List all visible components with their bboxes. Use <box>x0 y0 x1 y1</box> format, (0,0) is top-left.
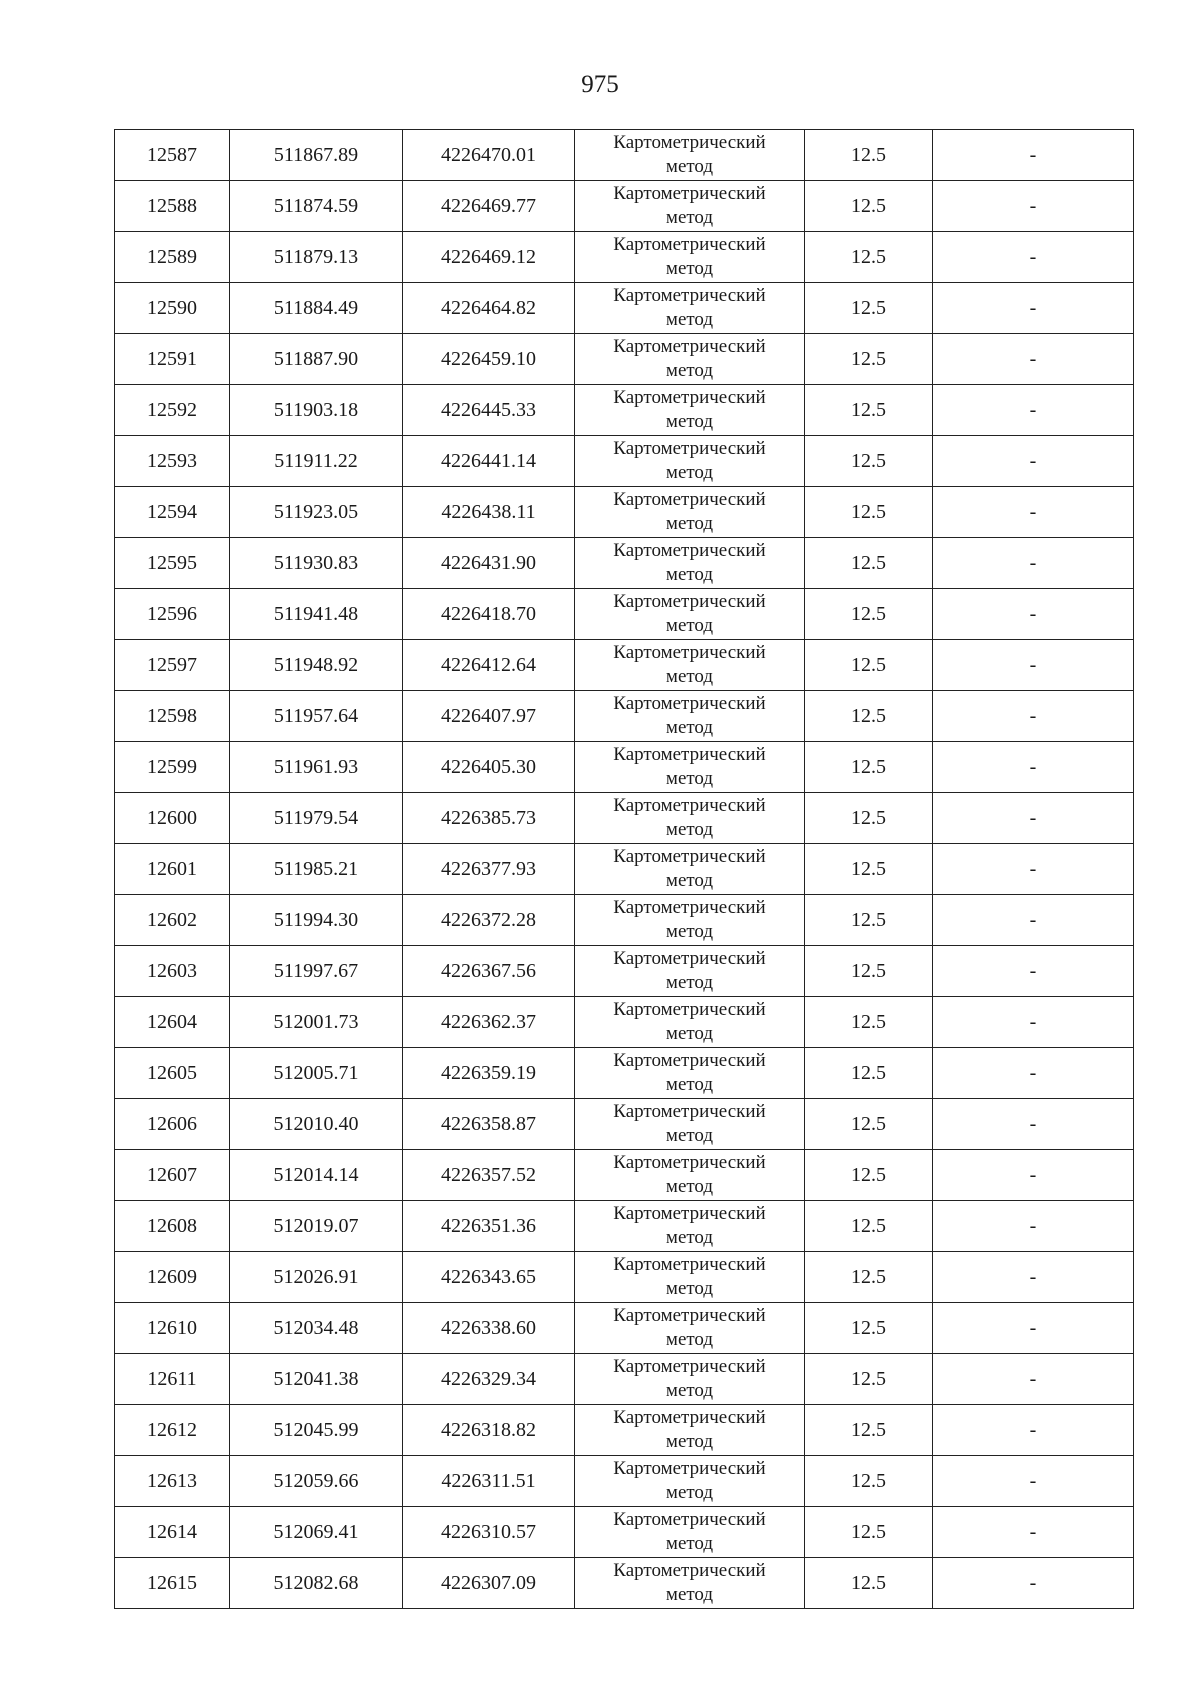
method-label-line1: Картометрический <box>613 132 766 153</box>
table-row <box>115 1558 1134 1609</box>
point-id-cell: 12597 <box>115 640 230 691</box>
accuracy-cell: 12.5 <box>805 589 933 640</box>
point-id-cell: 12601 <box>115 844 230 895</box>
note-cell: - <box>933 130 1134 181</box>
method-cell <box>575 1507 805 1558</box>
method-label-line1: Картометрический <box>613 693 766 714</box>
table-row <box>115 793 1134 844</box>
point-id-cell: 12588 <box>115 181 230 232</box>
note-cell: - <box>933 232 1134 283</box>
method-label-line1: Картометрический <box>613 1254 766 1275</box>
x-coordinate-cell: 511911.22 <box>230 436 403 487</box>
x-coordinate-cell: 511923.05 <box>230 487 403 538</box>
accuracy-cell: 12.5 <box>805 181 933 232</box>
note-cell: - <box>933 1456 1134 1507</box>
method-label-line1: Картометрический <box>613 897 766 918</box>
table-row <box>115 385 1134 436</box>
y-coordinate-cell: 4226362.37 <box>403 997 575 1048</box>
accuracy-cell: 12.5 <box>805 283 933 334</box>
accuracy-cell: 12.5 <box>805 1252 933 1303</box>
method-label-line2: метод <box>665 1227 714 1248</box>
method-cell <box>575 997 805 1048</box>
method-label-line2: метод <box>665 768 714 789</box>
method-label-line2: метод <box>665 258 714 279</box>
note-cell: - <box>933 997 1134 1048</box>
method-cell <box>575 1099 805 1150</box>
point-id-cell: 12614 <box>115 1507 230 1558</box>
point-id-cell: 12600 <box>115 793 230 844</box>
method-label-line1: Картометрический <box>613 999 766 1020</box>
accuracy-cell: 12.5 <box>805 1150 933 1201</box>
method-cell <box>575 1558 805 1609</box>
table-row <box>115 283 1134 334</box>
point-id-cell: 12589 <box>115 232 230 283</box>
x-coordinate-cell: 512041.38 <box>230 1354 403 1405</box>
y-coordinate-cell: 4226307.09 <box>403 1558 575 1609</box>
y-coordinate-cell: 4226372.28 <box>403 895 575 946</box>
point-id-cell: 12598 <box>115 691 230 742</box>
accuracy-cell: 12.5 <box>805 1303 933 1354</box>
note-cell: - <box>933 334 1134 385</box>
note-cell: - <box>933 385 1134 436</box>
x-coordinate-cell: 511985.21 <box>230 844 403 895</box>
coordinates-table <box>114 129 1134 1609</box>
accuracy-cell: 12.5 <box>805 1456 933 1507</box>
point-id-cell: 12591 <box>115 334 230 385</box>
method-label-line1: Картометрический <box>613 1101 766 1122</box>
method-label-line2: метод <box>665 819 714 840</box>
method-label-line1: Картометрический <box>613 1560 766 1581</box>
point-id-cell: 12593 <box>115 436 230 487</box>
note-cell: - <box>933 1048 1134 1099</box>
table-row <box>115 1456 1134 1507</box>
method-label-line2: метод <box>665 360 714 381</box>
y-coordinate-cell: 4226338.60 <box>403 1303 575 1354</box>
table-row <box>115 691 1134 742</box>
point-id-cell: 12608 <box>115 1201 230 1252</box>
x-coordinate-cell: 511879.13 <box>230 232 403 283</box>
method-label-line2: метод <box>665 870 714 891</box>
accuracy-cell: 12.5 <box>805 946 933 997</box>
method-cell <box>575 1048 805 1099</box>
note-cell: - <box>933 283 1134 334</box>
method-label-line2: метод <box>665 462 714 483</box>
y-coordinate-cell: 4226470.01 <box>403 130 575 181</box>
y-coordinate-cell: 4226469.12 <box>403 232 575 283</box>
x-coordinate-cell: 511887.90 <box>230 334 403 385</box>
method-label-line2: метод <box>665 1533 714 1554</box>
table-row <box>115 334 1134 385</box>
y-coordinate-cell: 4226377.93 <box>403 844 575 895</box>
point-id-cell: 12596 <box>115 589 230 640</box>
accuracy-cell: 12.5 <box>805 1354 933 1405</box>
accuracy-cell: 12.5 <box>805 487 933 538</box>
point-id-cell: 12599 <box>115 742 230 793</box>
accuracy-cell: 12.5 <box>805 640 933 691</box>
method-label-line2: метод <box>665 1176 714 1197</box>
table-row <box>115 1507 1134 1558</box>
point-id-cell: 12602 <box>115 895 230 946</box>
method-cell <box>575 487 805 538</box>
note-cell: - <box>933 1150 1134 1201</box>
method-label-line1: Картометрический <box>613 540 766 561</box>
x-coordinate-cell: 511884.49 <box>230 283 403 334</box>
note-cell: - <box>933 181 1134 232</box>
method-label-line1: Картометрический <box>613 183 766 204</box>
point-id-cell: 12615 <box>115 1558 230 1609</box>
method-label-line1: Картометрический <box>613 336 766 357</box>
point-id-cell: 12607 <box>115 1150 230 1201</box>
note-cell: - <box>933 1252 1134 1303</box>
note-cell: - <box>933 1201 1134 1252</box>
method-cell <box>575 1201 805 1252</box>
point-id-cell: 12605 <box>115 1048 230 1099</box>
method-label-line2: метод <box>665 1074 714 1095</box>
method-label-line2: метод <box>665 1023 714 1044</box>
x-coordinate-cell: 512059.66 <box>230 1456 403 1507</box>
table-row <box>115 130 1134 181</box>
method-cell <box>575 130 805 181</box>
y-coordinate-cell: 4226441.14 <box>403 436 575 487</box>
method-cell <box>575 1456 805 1507</box>
method-cell <box>575 1354 805 1405</box>
accuracy-cell: 12.5 <box>805 895 933 946</box>
method-cell <box>575 895 805 946</box>
table-row <box>115 1201 1134 1252</box>
method-cell <box>575 844 805 895</box>
x-coordinate-cell: 511957.64 <box>230 691 403 742</box>
method-label-line2: метод <box>665 1431 714 1452</box>
method-cell <box>575 691 805 742</box>
method-label-line2: метод <box>665 1125 714 1146</box>
method-label-line1: Картометрический <box>613 1509 766 1530</box>
note-cell: - <box>933 538 1134 589</box>
method-label-line2: метод <box>665 615 714 636</box>
point-id-cell: 12595 <box>115 538 230 589</box>
method-cell <box>575 1303 805 1354</box>
y-coordinate-cell: 4226359.19 <box>403 1048 575 1099</box>
table-row <box>115 640 1134 691</box>
x-coordinate-cell: 512014.14 <box>230 1150 403 1201</box>
x-coordinate-cell: 512010.40 <box>230 1099 403 1150</box>
accuracy-cell: 12.5 <box>805 1048 933 1099</box>
method-label-line2: метод <box>665 564 714 585</box>
method-label-line2: метод <box>665 1380 714 1401</box>
x-coordinate-cell: 511997.67 <box>230 946 403 997</box>
x-coordinate-cell: 512082.68 <box>230 1558 403 1609</box>
method-label-line2: метод <box>665 513 714 534</box>
table-row <box>115 436 1134 487</box>
method-label-line2: метод <box>665 1329 714 1350</box>
method-label-line1: Картометрический <box>613 591 766 612</box>
table-row <box>115 538 1134 589</box>
method-label-line1: Картометрический <box>613 387 766 408</box>
point-id-cell: 12590 <box>115 283 230 334</box>
method-label-line1: Картометрический <box>613 1356 766 1377</box>
accuracy-cell: 12.5 <box>805 1201 933 1252</box>
x-coordinate-cell: 511874.59 <box>230 181 403 232</box>
accuracy-cell: 12.5 <box>805 334 933 385</box>
method-label-line1: Картометрический <box>613 285 766 306</box>
method-label-line1: Картометрический <box>613 1050 766 1071</box>
method-cell <box>575 334 805 385</box>
y-coordinate-cell: 4226385.73 <box>403 793 575 844</box>
accuracy-cell: 12.5 <box>805 130 933 181</box>
x-coordinate-cell: 512005.71 <box>230 1048 403 1099</box>
table-row <box>115 895 1134 946</box>
method-label-line1: Картометрический <box>613 1203 766 1224</box>
method-label-line1: Картометрический <box>613 234 766 255</box>
accuracy-cell: 12.5 <box>805 997 933 1048</box>
x-coordinate-cell: 511979.54 <box>230 793 403 844</box>
table-body <box>115 130 1134 1609</box>
method-label-line2: метод <box>665 1584 714 1605</box>
method-label-line1: Картометрический <box>613 642 766 663</box>
method-label-line1: Картометрический <box>613 1305 766 1326</box>
method-label-line2: метод <box>665 156 714 177</box>
accuracy-cell: 12.5 <box>805 1558 933 1609</box>
point-id-cell: 12587 <box>115 130 230 181</box>
accuracy-cell: 12.5 <box>805 538 933 589</box>
point-id-cell: 12606 <box>115 1099 230 1150</box>
x-coordinate-cell: 511941.48 <box>230 589 403 640</box>
table-row <box>115 997 1134 1048</box>
x-coordinate-cell: 512026.91 <box>230 1252 403 1303</box>
note-cell: - <box>933 1405 1134 1456</box>
table-row <box>115 1405 1134 1456</box>
note-cell: - <box>933 640 1134 691</box>
table-row <box>115 844 1134 895</box>
table-row <box>115 181 1134 232</box>
point-id-cell: 12603 <box>115 946 230 997</box>
point-id-cell: 12604 <box>115 997 230 1048</box>
accuracy-cell: 12.5 <box>805 1405 933 1456</box>
y-coordinate-cell: 4226405.30 <box>403 742 575 793</box>
note-cell: - <box>933 1354 1134 1405</box>
x-coordinate-cell: 512001.73 <box>230 997 403 1048</box>
note-cell: - <box>933 844 1134 895</box>
table-row <box>115 1303 1134 1354</box>
method-cell <box>575 640 805 691</box>
method-label-line2: метод <box>665 411 714 432</box>
method-cell <box>575 1405 805 1456</box>
accuracy-cell: 12.5 <box>805 691 933 742</box>
x-coordinate-cell: 511961.93 <box>230 742 403 793</box>
y-coordinate-cell: 4226459.10 <box>403 334 575 385</box>
accuracy-cell: 12.5 <box>805 793 933 844</box>
method-label-line1: Картометрический <box>613 948 766 969</box>
method-label-line2: метод <box>665 972 714 993</box>
method-cell <box>575 232 805 283</box>
method-label-line2: метод <box>665 207 714 228</box>
note-cell: - <box>933 1507 1134 1558</box>
y-coordinate-cell: 4226311.51 <box>403 1456 575 1507</box>
x-coordinate-cell: 511903.18 <box>230 385 403 436</box>
method-label-line1: Картометрический <box>613 489 766 510</box>
x-coordinate-cell: 512069.41 <box>230 1507 403 1558</box>
method-cell <box>575 793 805 844</box>
accuracy-cell: 12.5 <box>805 844 933 895</box>
y-coordinate-cell: 4226438.11 <box>403 487 575 538</box>
method-label-line2: метод <box>665 309 714 330</box>
x-coordinate-cell: 511994.30 <box>230 895 403 946</box>
y-coordinate-cell: 4226407.97 <box>403 691 575 742</box>
table-row <box>115 1099 1134 1150</box>
accuracy-cell: 12.5 <box>805 436 933 487</box>
method-cell <box>575 436 805 487</box>
method-label-line1: Картометрический <box>613 795 766 816</box>
page-number: 975 <box>581 71 619 98</box>
y-coordinate-cell: 4226318.82 <box>403 1405 575 1456</box>
method-label-line1: Картометрический <box>613 744 766 765</box>
x-coordinate-cell: 511948.92 <box>230 640 403 691</box>
x-coordinate-cell: 511930.83 <box>230 538 403 589</box>
y-coordinate-cell: 4226329.34 <box>403 1354 575 1405</box>
method-label-line2: метод <box>665 717 714 738</box>
note-cell: - <box>933 691 1134 742</box>
note-cell: - <box>933 436 1134 487</box>
table-row <box>115 1150 1134 1201</box>
method-cell <box>575 589 805 640</box>
table-row <box>115 742 1134 793</box>
note-cell: - <box>933 487 1134 538</box>
method-label-line1: Картометрический <box>613 1407 766 1428</box>
note-cell: - <box>933 742 1134 793</box>
table-row <box>115 1252 1134 1303</box>
accuracy-cell: 12.5 <box>805 1099 933 1150</box>
note-cell: - <box>933 1558 1134 1609</box>
method-cell <box>575 946 805 997</box>
y-coordinate-cell: 4226358.87 <box>403 1099 575 1150</box>
method-label-line1: Картометрический <box>613 846 766 867</box>
y-coordinate-cell: 4226469.77 <box>403 181 575 232</box>
y-coordinate-cell: 4226445.33 <box>403 385 575 436</box>
table-row <box>115 1048 1134 1099</box>
note-cell: - <box>933 793 1134 844</box>
method-cell <box>575 538 805 589</box>
method-cell <box>575 1150 805 1201</box>
note-cell: - <box>933 1099 1134 1150</box>
point-id-cell: 12612 <box>115 1405 230 1456</box>
point-id-cell: 12594 <box>115 487 230 538</box>
y-coordinate-cell: 4226412.64 <box>403 640 575 691</box>
note-cell: - <box>933 895 1134 946</box>
y-coordinate-cell: 4226464.82 <box>403 283 575 334</box>
note-cell: - <box>933 1303 1134 1354</box>
point-id-cell: 12613 <box>115 1456 230 1507</box>
y-coordinate-cell: 4226431.90 <box>403 538 575 589</box>
table-row <box>115 946 1134 997</box>
method-cell <box>575 181 805 232</box>
table-row <box>115 487 1134 538</box>
y-coordinate-cell: 4226357.52 <box>403 1150 575 1201</box>
point-id-cell: 12610 <box>115 1303 230 1354</box>
y-coordinate-cell: 4226367.56 <box>403 946 575 997</box>
point-id-cell: 12611 <box>115 1354 230 1405</box>
method-cell <box>575 385 805 436</box>
method-cell <box>575 1252 805 1303</box>
table-row <box>115 232 1134 283</box>
note-cell: - <box>933 589 1134 640</box>
method-label-line1: Картометрический <box>613 1458 766 1479</box>
method-label-line1: Картометрический <box>613 1152 766 1173</box>
point-id-cell: 12592 <box>115 385 230 436</box>
x-coordinate-cell: 512019.07 <box>230 1201 403 1252</box>
x-coordinate-cell: 512034.48 <box>230 1303 403 1354</box>
y-coordinate-cell: 4226418.70 <box>403 589 575 640</box>
x-coordinate-cell: 512045.99 <box>230 1405 403 1456</box>
table-row <box>115 1354 1134 1405</box>
y-coordinate-cell: 4226310.57 <box>403 1507 575 1558</box>
method-label-line2: метод <box>665 1482 714 1503</box>
y-coordinate-cell: 4226343.65 <box>403 1252 575 1303</box>
method-cell <box>575 742 805 793</box>
method-label-line1: Картометрический <box>613 438 766 459</box>
x-coordinate-cell: 511867.89 <box>230 130 403 181</box>
table-row <box>115 589 1134 640</box>
note-cell: - <box>933 946 1134 997</box>
y-coordinate-cell: 4226351.36 <box>403 1201 575 1252</box>
point-id-cell: 12609 <box>115 1252 230 1303</box>
accuracy-cell: 12.5 <box>805 1507 933 1558</box>
accuracy-cell: 12.5 <box>805 385 933 436</box>
accuracy-cell: 12.5 <box>805 742 933 793</box>
method-label-line2: метод <box>665 666 714 687</box>
method-label-line2: метод <box>665 1278 714 1299</box>
method-cell <box>575 283 805 334</box>
accuracy-cell: 12.5 <box>805 232 933 283</box>
method-label-line2: метод <box>665 921 714 942</box>
